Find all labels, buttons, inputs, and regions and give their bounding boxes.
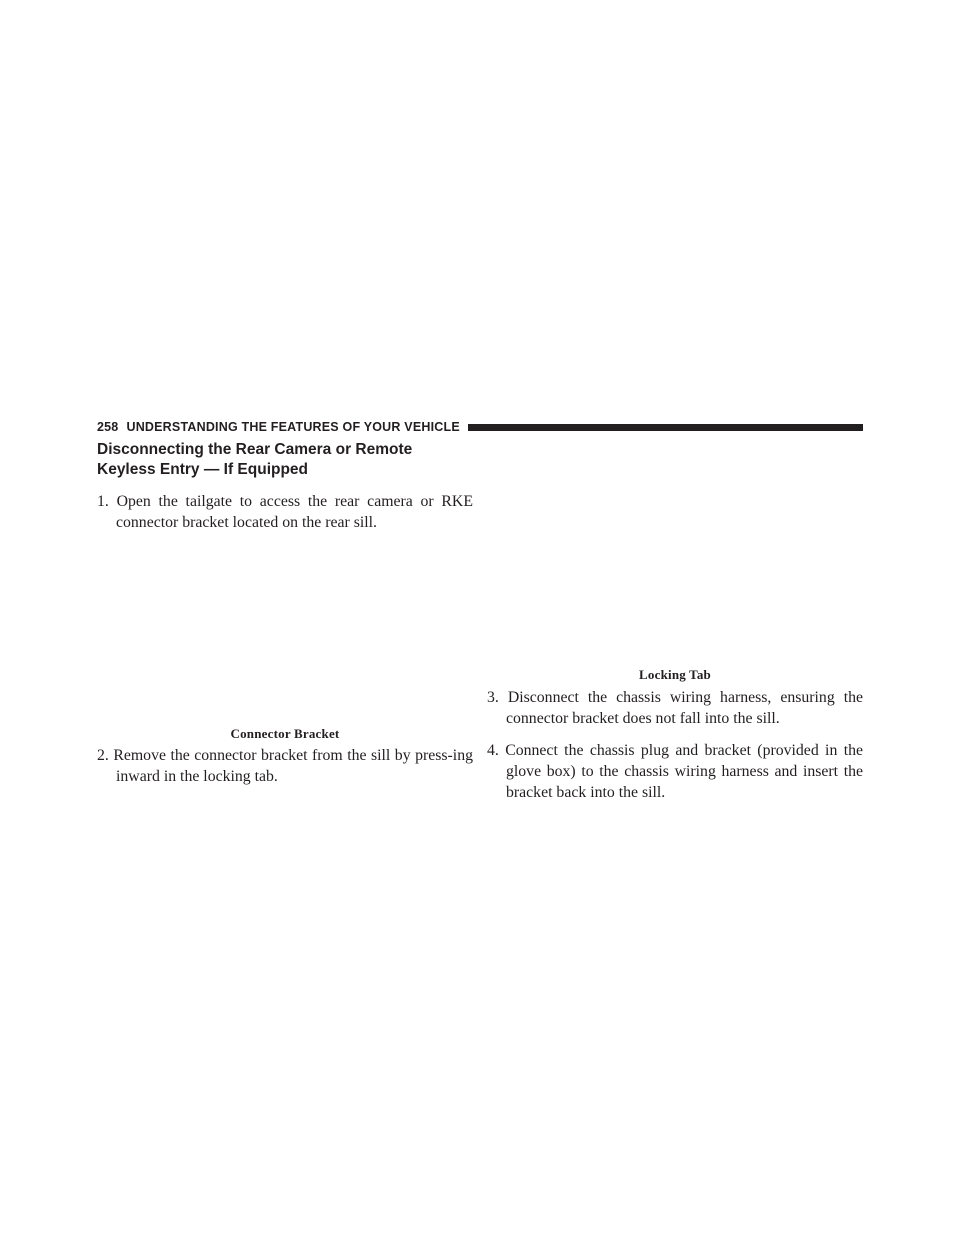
step-4: 4. Connect the chassis plug and bracket (provided in the glove box) to the chassis wiring harness and insert the bracket back into the sill. — [487, 742, 863, 801]
page-number: 258 — [97, 420, 119, 434]
running-title: UNDERSTANDING THE FEATURES OF YOUR VEHICLE — [126, 420, 460, 434]
locking-tab-figure — [487, 440, 863, 683]
connector-bracket-caption: Connector Bracket — [230, 726, 340, 741]
header-rule — [468, 424, 863, 431]
step-1: 1. Open the tailgate to access the rear camera or RKE connector bracket located on the rear sill. — [97, 493, 473, 531]
section-heading — [97, 440, 473, 480]
step-3: 3. Disconnect the chassis wiring harness, ensuring the connector bracket does not fall into the sill. — [487, 689, 863, 727]
connector-bracket-figure — [97, 533, 473, 743]
page-header — [97, 418, 863, 436]
left-column — [97, 440, 473, 787]
section-heading-line-2: Keyless Entry — If Equipped — [97, 461, 309, 478]
right-column — [487, 440, 863, 803]
locking-tab-caption: Locking Tab — [639, 667, 711, 682]
step-2: 2. Remove the connector bracket from the sill by press-ing inward in the locking tab. — [97, 747, 473, 785]
section-heading-line-1: Disconnecting the Rear Camera or Remote — [97, 441, 413, 458]
